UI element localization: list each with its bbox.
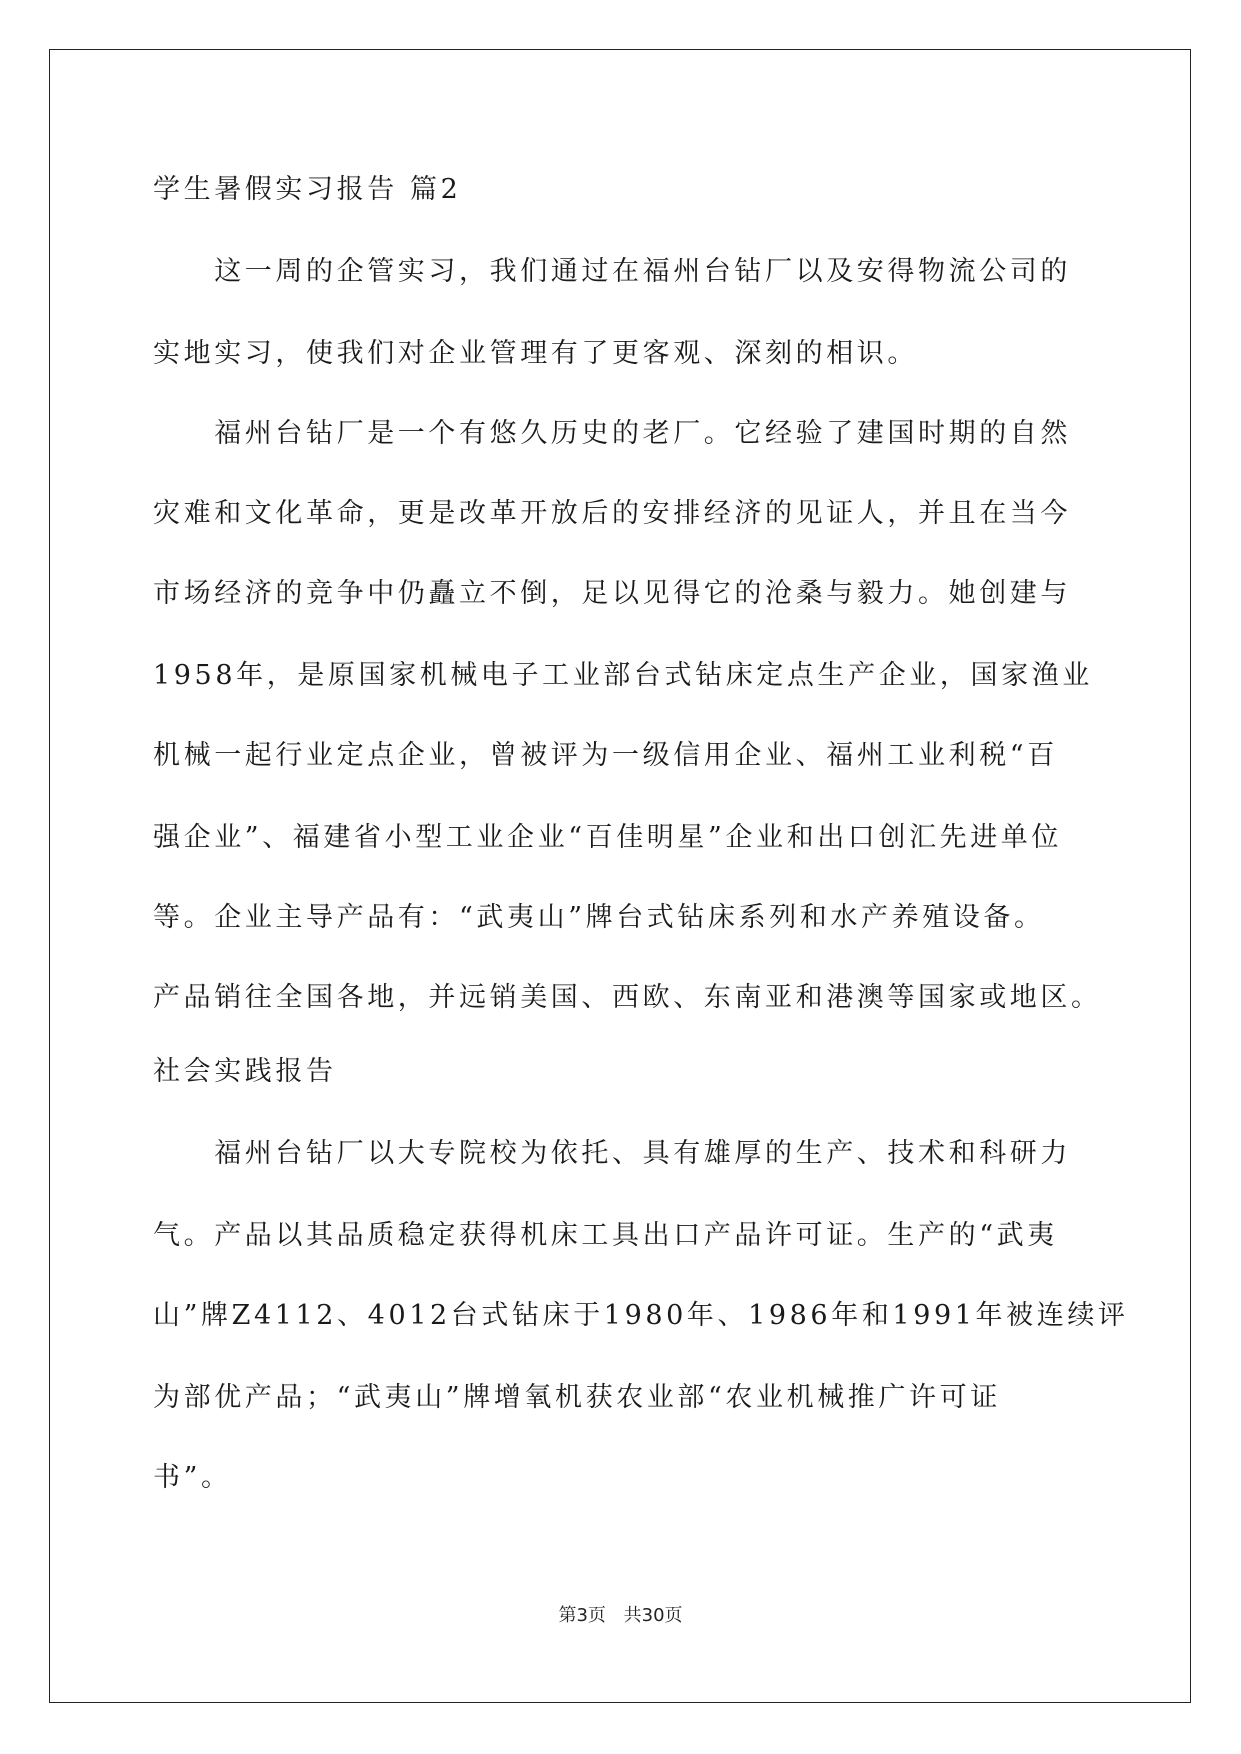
paragraph-line: 山”牌Z4112、4012台式钻床于1980年、1986年和1991年被连续评	[153, 1300, 1129, 1331]
paragraph-line: 福州台钻厂是一个有悠久历史的老厂。它经验了建国时期的自然	[153, 418, 1071, 449]
page-border	[49, 49, 1191, 1703]
paragraph-line: 福州台钻厂以大专院校为依托、具有雄厚的生产、技术和科研力	[153, 1138, 1071, 1169]
subheading: 社会实践报告	[153, 1056, 337, 1087]
paragraph-line: 灾难和文化革命，更是改革开放后的安排经济的见证人，并且在当今	[153, 498, 1071, 529]
paragraph-line: 这一周的企管实习，我们通过在福州台钻厂以及安得物流公司的	[153, 256, 1071, 287]
paragraph-line: 产品销往全国各地，并远销美国、西欧、东南亚和港澳等国家或地区。	[153, 982, 1102, 1013]
paragraph-line: 机械一起行业定点企业，曾被评为一级信用企业、福州工业利税“百	[153, 740, 1058, 771]
paragraph-line: 1958年，是原国家机械电子工业部台式钻床定点生产企业，国家渔业	[153, 660, 1093, 691]
paragraph-line: 书”。	[153, 1462, 232, 1493]
page-total: 共30页	[623, 1605, 683, 1626]
page-footer	[0, 1601, 1241, 1627]
paragraph-line: 为部优产品；“武夷山”牌增氧机获农业部“农业机械推广许可证	[153, 1382, 1001, 1413]
paragraph-line: 等。企业主导产品有：“武夷山”牌台式钻床系列和水产养殖设备。	[153, 902, 1045, 933]
section-title: 学生暑假实习报告 篇2	[153, 174, 462, 205]
paragraph-line: 气。产品以其品质稳定获得机床工具出口产品许可证。生产的“武夷	[153, 1220, 1058, 1251]
paragraph-line: 实地实习，使我们对企业管理有了更客观、深刻的相识。	[153, 338, 918, 369]
paragraph-line: 市场经济的竞争中仍矗立不倒，足以见得它的沧桑与毅力。她创建与	[153, 578, 1071, 609]
paragraph-line: 强企业”、福建省小型工业企业“百佳明星”企业和出口创汇先进单位	[153, 822, 1063, 853]
page-number: 第3页	[558, 1605, 606, 1626]
